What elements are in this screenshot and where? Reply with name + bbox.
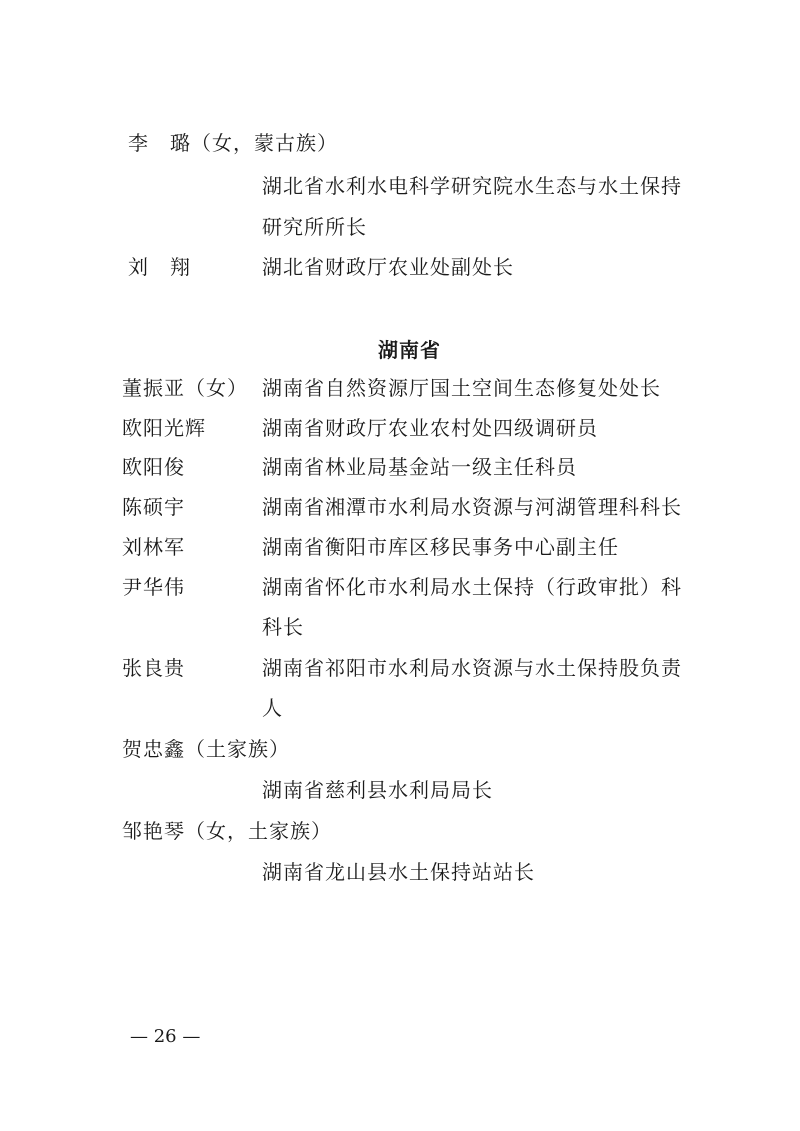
person-title: 研究所所长 <box>262 215 367 239</box>
section-heading: 湖南省 <box>378 338 441 362</box>
person-name: 张良贵 <box>122 656 185 680</box>
person-name: 贺忠鑫（土家族） <box>122 737 290 761</box>
person-name: 欧阳光辉 <box>122 416 206 440</box>
person-name: 陈硕宇 <box>122 495 185 519</box>
person-title: 湖南省龙山县水土保持站站长 <box>262 860 535 884</box>
page-number: — 26 — <box>130 1026 201 1047</box>
person-name: 欧阳俊 <box>122 455 185 479</box>
person-title: 湖南省祁阳市水利局水资源与水土保持股负责 <box>262 656 682 680</box>
person-name: 邹艳琴（女，土家族） <box>122 819 332 843</box>
person-title: 湖南省慈利县水利局局长 <box>262 778 493 802</box>
person-title: 湖北省财政厅农业处副处长 <box>262 255 514 279</box>
person-title: 湖南省怀化市水利局水土保持（行政审批）科 <box>262 575 682 599</box>
person-title: 湖南省湘潭市水利局水资源与河湖管理科科长 <box>262 495 682 519</box>
person-title: 科长 <box>262 615 304 639</box>
person-title: 人 <box>262 696 283 720</box>
person-name: 刘 翔 <box>128 255 191 279</box>
person-name: 董振亚（女） <box>122 376 248 400</box>
person-name: 刘林军 <box>122 535 185 559</box>
person-name: 尹华伟 <box>122 575 185 599</box>
person-name: 李 璐（女，蒙古族） <box>128 131 338 155</box>
person-title: 湖南省林业局基金站一级主任科员 <box>262 455 577 479</box>
person-title: 湖南省财政厅农业农村处四级调研员 <box>262 416 598 440</box>
person-title: 湖南省衡阳市库区移民事务中心副主任 <box>262 535 619 559</box>
person-title: 湖南省自然资源厅国土空间生态修复处处长 <box>262 376 661 400</box>
person-title: 湖北省水利水电科学研究院水生态与水土保持 <box>262 174 682 198</box>
